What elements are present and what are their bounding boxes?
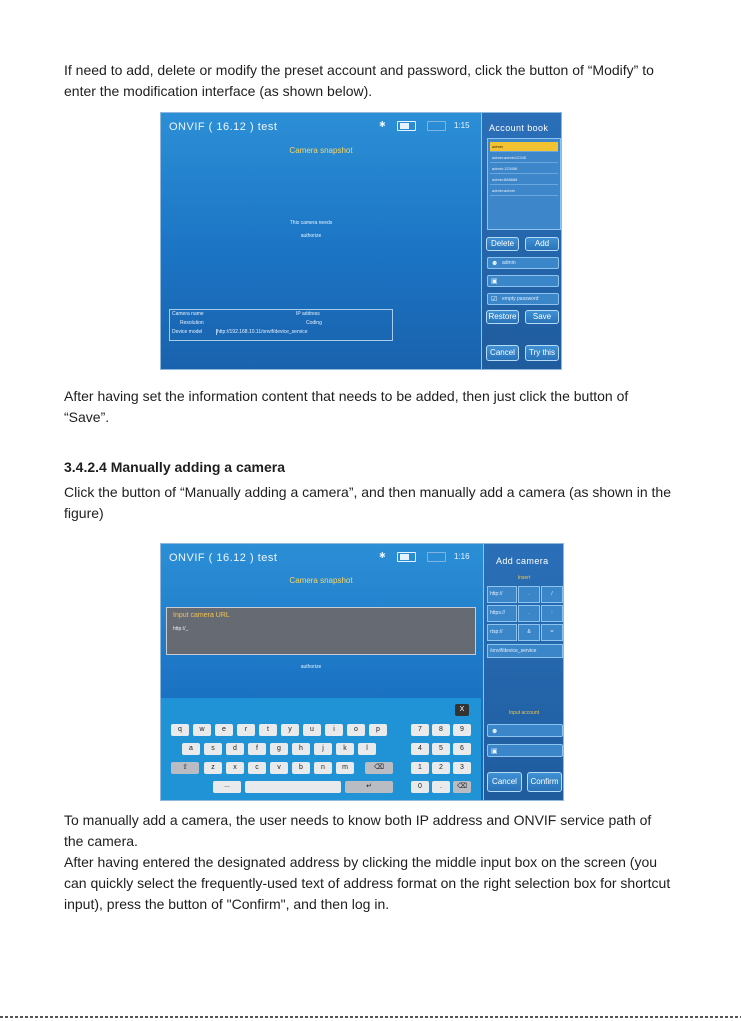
camera-info-table [169,309,393,341]
user-icon: ☻ [491,260,499,267]
shift-key[interactable]: ⇧ [171,762,199,774]
account-username-field[interactable] [487,724,563,737]
wifi-icon: ✱ [379,551,386,560]
add-button[interactable]: Add [525,237,559,251]
letter-key[interactable]: p [369,724,387,736]
number-key[interactable]: 4 [411,743,429,755]
window-title: ONVIF ( 16.12 ) test [169,121,278,133]
letter-key[interactable]: m [336,762,354,774]
letter-key[interactable]: y [281,724,299,736]
number-key[interactable]: 9 [453,724,471,736]
letter-key[interactable]: c [248,762,266,774]
backspace-key[interactable]: ⌫ [365,762,393,774]
space-key[interactable] [245,781,341,793]
letter-key[interactable]: o [347,724,365,736]
empty-password-label: empty password [502,296,539,302]
letter-key[interactable]: s [204,743,222,755]
user-icon: ☻ [491,728,499,735]
username-field[interactable] [487,257,559,269]
insert-label: Insert [517,575,531,581]
letter-key[interactable]: x [226,762,244,774]
numpad-backspace-key[interactable]: ⌫ [453,781,471,793]
page-bottom-rule [0,1016,741,1018]
delete-button[interactable]: Delete [486,237,519,251]
add-camera-title: Add camera [496,556,549,566]
account-item[interactable]: admin [490,142,558,152]
letter-key[interactable]: h [292,743,310,755]
url-shortcut-cell[interactable]: . [518,605,540,622]
url-shortcut-cell[interactable]: : [541,605,563,622]
number-key[interactable]: 3 [453,762,471,774]
url-shortcut-cell[interactable]: / [541,586,563,603]
paragraph-confirm-instruction: After having entered the designated address by clicking the middle input box on the screen (you can quickly select the frequently-used text of address format on the right selection box for shortcut input), press the button of "Confirm", and then log in. [64,854,671,912]
section-heading: 3.4.2.4 Manually adding a camera [64,459,285,475]
lock-icon: ▣ [491,748,498,755]
device-model-value: http://192.168.10.11/onvif/device_service [216,329,390,335]
url-shortcut-cell[interactable]: https:// [487,605,517,622]
battery-secondary-icon [427,121,446,131]
battery-secondary-icon [427,552,446,562]
account-book-title: Account book [489,123,549,133]
camera-name-label: Camera name [172,311,204,317]
restore-button[interactable]: Restore [486,310,519,324]
account-item[interactable]: admin:888888 [490,175,558,185]
authorize-message [221,648,401,674]
account-item[interactable]: admin:admin12345 [490,153,558,163]
paragraph-manual-add-intro: Click the button of “Manually adding a camera”, and then manually add a camera (as shown in the figure) [64,484,672,521]
empty-password-toggle[interactable] [487,293,559,305]
paragraph-modify-intro: If need to add, delete or modify the preset account and password, click the button of “Modify” to enter the modification interface (as shown below). [64,62,654,99]
number-key[interactable]: . [432,781,450,793]
number-key[interactable]: 2 [432,762,450,774]
url-shortcut-cell[interactable]: rtsp:// [487,624,517,641]
input-account-label: Input account [508,710,540,716]
cancel-button[interactable]: Cancel [486,345,519,361]
wifi-icon: ✱ [379,120,386,129]
letter-key[interactable]: d [226,743,244,755]
screenshot-account-book [160,112,562,370]
add-camera-panel [483,544,564,800]
number-key[interactable]: 1 [411,762,429,774]
account-item[interactable]: admin:123456 [490,164,558,174]
authorize-line-2: authorize [300,233,322,239]
account-list[interactable] [487,138,561,230]
authorize-line-1: This camera needs [289,220,333,226]
letter-key[interactable]: g [270,743,288,755]
cancel-button[interactable]: Cancel [487,772,522,792]
number-key[interactable]: 6 [453,743,471,755]
account-book-panel [481,113,562,369]
username-value: admin [502,260,516,266]
letter-key[interactable]: n [314,762,332,774]
number-key[interactable]: 0 [411,781,429,793]
url-shortcut-cell[interactable]: & [518,624,540,641]
on-screen-keyboard [161,698,481,800]
url-shortcut-cell[interactable]: . [518,586,540,603]
password-field[interactable] [487,275,559,287]
letter-key[interactable]: q [171,724,189,736]
number-key[interactable]: 7 [411,724,429,736]
letter-key[interactable]: b [292,762,310,774]
letter-key[interactable]: w [193,724,211,736]
letter-key[interactable]: t [259,724,277,736]
screenshot-add-camera [160,543,564,801]
paragraph-requirements: To manually add a camera, the user needs to know both IP address and ONVIF service path of the camera. [64,812,652,849]
url-shortcut-cell[interactable]: = [541,624,563,641]
lock-icon: ▣ [491,278,498,285]
authorize-message [221,217,401,243]
clock-time: 1:15 [454,121,470,130]
symbols-key[interactable]: ... [213,781,241,793]
account-password-field[interactable] [487,744,563,757]
letter-key[interactable]: z [204,762,222,774]
checkbox-icon: ☑ [491,296,498,303]
letter-key[interactable]: k [336,743,354,755]
letter-key[interactable]: l [358,743,376,755]
resolution-label: Resolution [180,320,204,326]
keyboard-close-button[interactable]: X [455,704,469,716]
letter-key[interactable]: r [237,724,255,736]
coding-label: Coding [306,320,322,326]
confirm-button[interactable]: Confirm [527,772,562,792]
service-path-shortcut[interactable]: /onvif/device_service [487,644,563,658]
try-this-button[interactable]: Try this [525,345,559,361]
clock-time: 1:16 [454,552,470,561]
letter-key[interactable]: u [303,724,321,736]
camera-snapshot-label: Camera snapshot [289,576,353,585]
letter-key[interactable]: a [182,743,200,755]
number-key[interactable]: 5 [432,743,450,755]
paragraph-save-instruction: After having set the information content that needs to be added, then just click the button of “Save”. [64,388,629,425]
battery-icon [397,121,416,131]
battery-icon [397,552,416,562]
number-key[interactable]: 8 [432,724,450,736]
camera-url-input[interactable]: http://_ [173,626,189,632]
device-model-label: Device model [172,329,203,335]
enter-key[interactable]: ↵ [345,781,393,793]
url-shortcut-cell[interactable]: http:// [487,586,517,603]
letter-key[interactable]: v [270,762,288,774]
letter-key[interactable]: i [325,724,343,736]
save-button[interactable]: Save [525,310,559,324]
camera-snapshot-label: Camera snapshot [289,146,353,155]
window-title: ONVIF ( 16.12 ) test [169,552,278,564]
letter-key[interactable]: f [248,743,266,755]
letter-key[interactable]: e [215,724,233,736]
ip-address-label: IP address [296,311,320,317]
authorize-line-2: authorize [300,664,322,670]
letter-key[interactable]: j [314,743,332,755]
account-item[interactable]: admin:admin [490,186,558,196]
dialog-title: Input camera URL [173,612,230,619]
